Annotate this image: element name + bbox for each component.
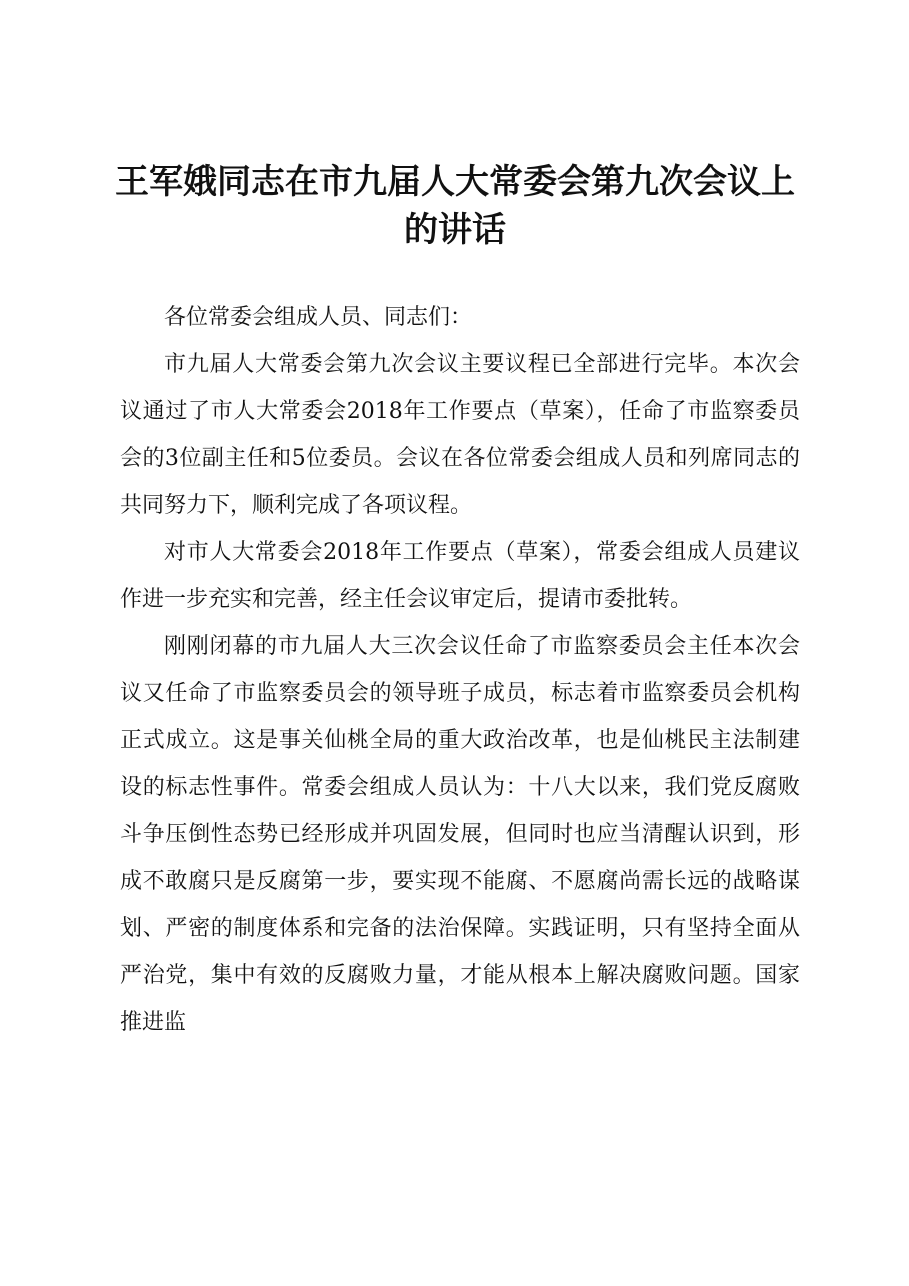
paragraph-meeting-summary: 市九届人大常委会第九次会议主要议程已全部进行完毕。本次会议通过了市人大常委会2018年工作要点（草案），任命了市监察委员会的3位副主任和5位委员。会议在各位常委会组成人员和列席同志的共同努力下，顺利完成了各项议程。: [120, 352, 800, 518]
document-body: [120, 294, 800, 1046]
document-title: 王军娥同志在市九届人大常委会第九次会议上的讲话: [115, 162, 795, 250]
paragraph-work-points: 对市人大常委会2018年工作要点（草案），常委会组成人员建议作进一步充实和完善，经主任会议审定后，提请市委批转。: [120, 540, 800, 612]
paragraph-greeting: 各位常委会组成人员、同志们：: [164, 305, 473, 330]
paragraph-supervision-committee: 刚刚闭幕的市九届人大三次会议任命了市监察委员会主任本次会议又任命了市监察委员会的领导班子成员，标志着市监察委员会机构正式成立。这是事关仙桃全局的重大政治改革，也是仙桃民主法制建设的标志性事件。常委会组成人员认为：十八大以来，我们党反腐败斗争压倒性态势已经形成并巩固发展，但同时也应当清醒认识到，形成不敢腐只是反腐第一步，要实现不能腐、不愿腐尚需长远的战略谋划、严密的制度体系和完备的法治保障。实践证明，只有坚持全面从严治党，集中有效的反腐败力量，才能从根本上解决腐败问题。国家推进监: [120, 634, 800, 1035]
